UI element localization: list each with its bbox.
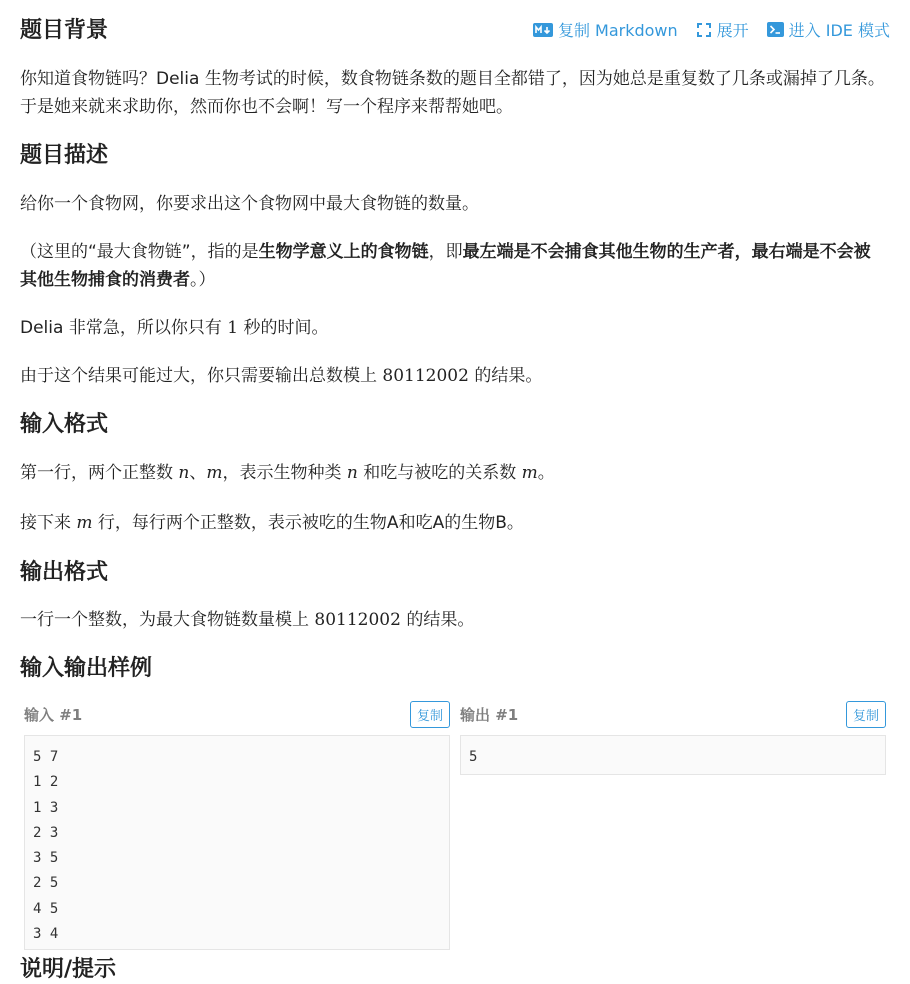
- sample-input-line: 5 7: [33, 749, 59, 765]
- sample-input-box[interactable]: [24, 735, 450, 950]
- sample-input-line: 3 4: [33, 926, 59, 943]
- var-m-3: m: [76, 513, 93, 533]
- copy-output-button[interactable]: 复制: [846, 701, 886, 728]
- description-heading: 题目描述: [20, 143, 109, 168]
- in-p1-part-c: 和吃与被吃的关系数: [357, 463, 522, 483]
- markdown-icon: [533, 23, 553, 37]
- expand-button[interactable]: [696, 18, 749, 41]
- desc-p2-part-a: （这里的“最大食物链”，指的是: [20, 242, 259, 262]
- background-text: 你知道食物链吗？Delia 生物考试的时候，数食物链条数的题目全都错了，因为她总是重复数了几条或漏掉了几条。于是她来就来求助你，然而你也不会啊！写一个程序来帮帮她吧。: [20, 69, 885, 117]
- desc-p2-bold-1: 生物学意义上的食物链: [258, 242, 429, 262]
- var-n: n: [178, 463, 190, 483]
- samples-heading: 输入输出样例: [20, 656, 153, 681]
- sample-input-line: 1 2: [33, 774, 59, 791]
- sample-output-line: 5: [469, 749, 478, 765]
- in-p1-sep: 、: [189, 463, 207, 483]
- var-n-2: n: [346, 463, 358, 483]
- desc-p2-part-c: ，即: [428, 242, 463, 262]
- output-format-paragraph: [20, 606, 885, 634]
- modulus-value: 80112002: [382, 366, 469, 386]
- enter-ide-label: 进入 IDE 模式: [788, 21, 890, 40]
- terminal-icon: [767, 22, 784, 37]
- expand-label: 展开: [716, 21, 749, 40]
- out-p1-part-b: 的结果。: [400, 610, 475, 630]
- sample-output-header: [460, 701, 886, 728]
- desc-p3-part-b: 秒的时间。: [238, 318, 329, 338]
- enter-ide-button[interactable]: [767, 18, 890, 41]
- sample-output-label: 输出 #1: [460, 706, 519, 724]
- var-m: m: [206, 463, 223, 483]
- output-modulus-value: 80112002: [314, 610, 401, 630]
- output-format-heading: 输出格式: [20, 560, 109, 585]
- sample-input-line: 3 5: [33, 850, 59, 867]
- description-paragraph-1: 给你一个食物网，你要求出这个食物网中最大食物链的数量。: [20, 194, 479, 214]
- desc-p3-part-a: Delia 非常急，所以你只有: [20, 318, 228, 338]
- hint-heading: 说明/提示: [20, 957, 117, 982]
- description-paragraph-2: [20, 238, 885, 294]
- desc-p4-part-b: 的结果。: [468, 366, 543, 386]
- input-format-heading: 输入格式: [20, 412, 109, 437]
- sample-output-box[interactable]: [460, 735, 886, 775]
- in-p2-part-a: 接下来: [20, 513, 77, 533]
- input-format-paragraph-1: [20, 459, 885, 487]
- sample-input-line: 4 5: [33, 900, 59, 917]
- in-p1-part-b: ，表示生物种类: [222, 463, 347, 483]
- sample-input-header: [24, 701, 450, 728]
- background-heading: 题目背景: [20, 18, 109, 43]
- expand-icon: [696, 22, 712, 38]
- out-p1-part-a: 一行一个整数，为最大食物链数量模上: [20, 610, 315, 630]
- desc-p2-bold-2: 最左端是不会捕食其他生物的生产者，最右端是不会被其他生物捕食的消费者: [20, 242, 871, 290]
- sample-input-line: 2 3: [33, 824, 59, 841]
- copy-markdown-label: 复制 Markdown: [557, 21, 678, 40]
- sample-input-line: 2 5: [33, 875, 59, 892]
- sample-input-line: 1 3: [33, 799, 59, 816]
- desc-p4-part-a: 由于这个结果可能过大，你只需要输出总数模上: [20, 366, 383, 386]
- var-m-2: m: [521, 463, 538, 483]
- in-p2-part-b: 行，每行两个正整数，表示被吃的生物A和吃A的生物B。: [92, 513, 524, 533]
- description-paragraph-4: [20, 362, 885, 390]
- description-paragraph-3: [20, 314, 885, 342]
- copy-input-button[interactable]: 复制: [410, 701, 450, 728]
- time-limit-value: 1: [227, 318, 239, 338]
- in-p1-part-a: 第一行，两个正整数: [20, 463, 179, 483]
- in-p1-part-d: 。: [537, 463, 555, 483]
- problem-toolbar: [533, 18, 890, 41]
- desc-p2-part-e: 。）: [190, 270, 216, 290]
- sample-input-label: 输入 #1: [24, 706, 83, 724]
- copy-markdown-button[interactable]: [533, 18, 678, 41]
- input-format-paragraph-2: [20, 509, 885, 537]
